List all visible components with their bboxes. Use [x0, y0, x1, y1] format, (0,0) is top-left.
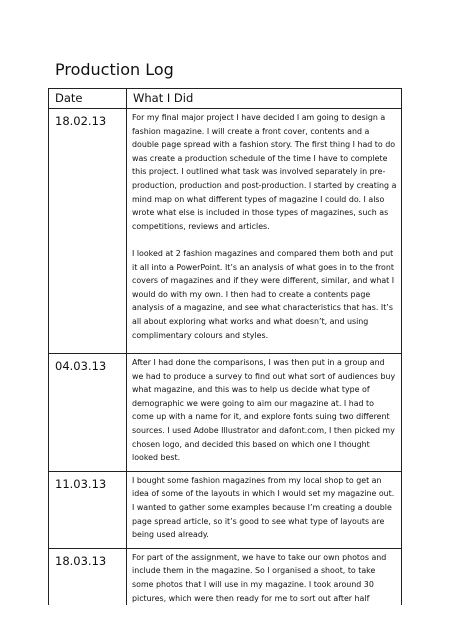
- entry-description: [127, 471, 402, 548]
- entry-paragraph: I bought some fashion magazines from my local shop to get an idea of some of the layouts in which I would set my magazine out. I wanted to gather some examples because I’m creating a double page spread article, so it’s good to see what type of layouts are being used already.: [132, 475, 395, 540]
- table-header-row: [49, 89, 402, 109]
- table-row: [49, 471, 402, 548]
- entry-date: 18.03.13: [49, 548, 127, 605]
- entry-date: 11.03.13: [49, 471, 127, 548]
- entry-paragraph: I looked at 2 fashion magazines and compared them both and put it all into a PowerPoint. It’s an analysis of what goes in to the front covers of magazines and if they were different, similar, and what I would do with my own. I then had to create a contents page analysis of a magazine, and see what characteristics that has. It’s all about exploring what works and what doesn’t, and using complimentary colours and styles.: [132, 248, 395, 340]
- entry-description: [127, 109, 402, 354]
- entry-description: [127, 354, 402, 472]
- entry-date: 18.02.13: [49, 109, 127, 354]
- page-title: Production Log: [55, 60, 174, 79]
- entry-description: [127, 548, 402, 605]
- entry-date: 04.03.13: [49, 354, 127, 472]
- date-column-header: Date: [49, 89, 127, 109]
- table-row: [49, 109, 402, 354]
- table-row: [49, 548, 402, 605]
- what-i-did-column-header: What I Did: [127, 89, 402, 109]
- entry-paragraph: After I had done the comparisons, I was then put in a group and we had to produce a survey to find out what sort of audiences buy what magazine, and this was to help us decide what type of demographic we were going to aim our magazine at. I had to come up with a name for it, and explore fonts suing two different sources. I used Adobe Illustrator and dafont.com, I then picked my chosen logo, and decided this based on which one I thought looked best.: [132, 358, 396, 463]
- entry-paragraph: For part of the assignment, we have to take our own photos and include them in the magazine. So I organised a shoot, to take some photos that I will use in my magazine. I took around 30 pictures, which were then ready for me to sort out after half: [132, 552, 387, 603]
- production-log-table: [48, 88, 402, 605]
- table-row: [49, 354, 402, 472]
- entry-paragraph: For my final major project I have decided I am going to design a fashion magazine. I will create a front cover, contents and a double page spread with a fashion story. The first thing I had to do was create a production schedule of the time I have to complete this project. I outlined what task was involved separately in pre-production, production and post-production. I started by creating a mind map on what different types of magazine I could do. I also wrote what else is included in those types of magazines, such as competitions, reviews and articles.: [132, 113, 397, 231]
